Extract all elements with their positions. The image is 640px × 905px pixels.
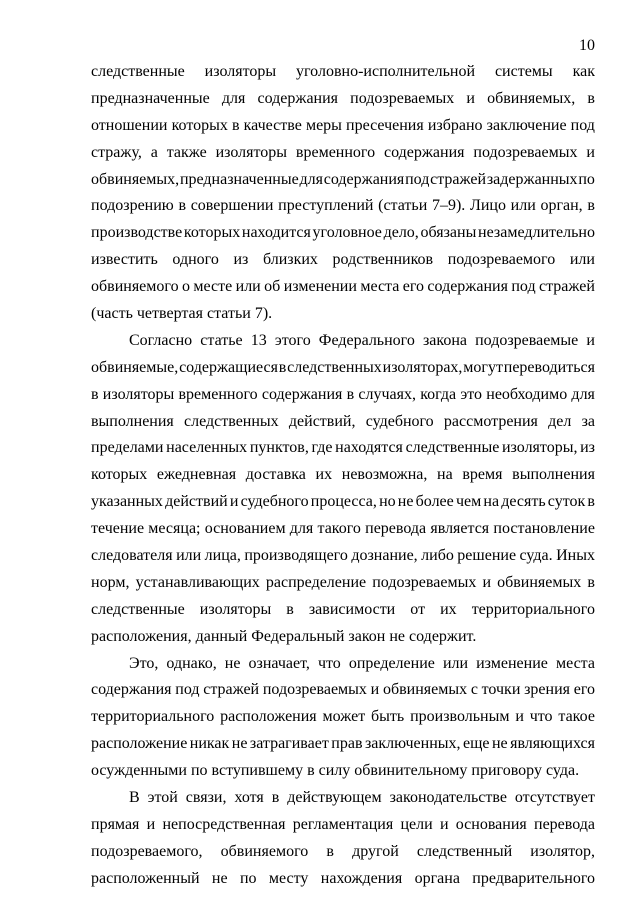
text-line: стражу, а также изоляторы временного содержания подозреваемых и	[91, 143, 595, 161]
text-line: Это, однако, не означает, что определение или изменение места	[129, 654, 595, 672]
text-line: которых ежедневная доставка их невозможна, на время выполнения	[91, 466, 595, 484]
text-line: норм, устанавливающих распределение подозреваемых и обвиняемых в	[91, 573, 595, 591]
text-line: (часть четвертая статьи 7).	[91, 305, 273, 323]
text-line: следственные изоляторы уголовно-исполнительной системы как	[91, 63, 595, 80]
text-line: производстве которых находится уголовное дело, обязаны незамедлительно	[91, 224, 595, 242]
text-line: обвиняемые, содержащиеся в следственных изоляторах, могут переводиться	[91, 358, 595, 376]
body-text	[91, 59, 595, 893]
paragraph	[91, 785, 595, 893]
text-line: обвиняемых, предназначенные для содержания под стражей задержанных по	[91, 170, 595, 188]
text-line: пределами населенных пунктов, где находятся следственные изоляторы, из	[91, 439, 595, 457]
text-line: подозреваемого, обвиняемого в другой следственный изолятор,	[91, 842, 595, 860]
paragraph	[91, 328, 595, 651]
text-line: течение месяца; основанием для такого перевода является постановление	[91, 520, 595, 538]
text-line: В этой связи, хотя в действующем законодательстве отсутствует	[129, 789, 595, 807]
text-line: расположение никак не затрагивает прав заключенных, еще не являющихся	[91, 735, 595, 753]
text-line: содержания под стражей подозреваемых и обвиняемых с точки зрения его	[91, 681, 595, 699]
text-line: отношении которых в качестве меры пресечения избрано заключение под	[91, 116, 595, 134]
text-line: подозрению в совершении преступлений (статьи 7–9). Лицо или орган, в	[91, 197, 595, 215]
text-line: следователя или лица, производящего дознание, либо решение суда. Иных	[91, 547, 595, 565]
text-line: расположения, данный Федеральный закон не содержит.	[91, 627, 477, 645]
page-number: 10	[579, 37, 595, 54]
text-line: предназначенные для содержания подозреваемых и обвиняемых, в	[91, 89, 595, 107]
text-line: следственные изоляторы в зависимости от их территориального	[91, 600, 595, 618]
text-line: обвиняемого о месте или об изменении места его содержания под стражей	[91, 278, 595, 296]
text-line: известить одного из близких родственников подозреваемого или	[91, 251, 595, 269]
paragraph	[91, 651, 595, 785]
text-line: в изоляторы временного содержания в случаях, когда это необходимо для	[91, 385, 595, 403]
text-line: расположенный не по месту нахождения органа предварительного	[91, 869, 595, 887]
text-line: выполнения следственных действий, судебного рассмотрения дел за	[91, 412, 595, 430]
text-line: осужденными по вступившему в силу обвинительному приговору суда.	[91, 762, 580, 780]
text-line: территориального расположения может быть произвольным и что такое	[91, 708, 595, 726]
text-line: указанных действий и судебного процесса, но не более чем на десять суток в	[91, 493, 595, 511]
text-line: Согласно статье 13 этого Федерального закона подозреваемые и	[129, 331, 595, 349]
paragraph	[91, 59, 595, 328]
text-line: прямая и непосредственная регламентация цели и основания перевода	[91, 815, 595, 833]
